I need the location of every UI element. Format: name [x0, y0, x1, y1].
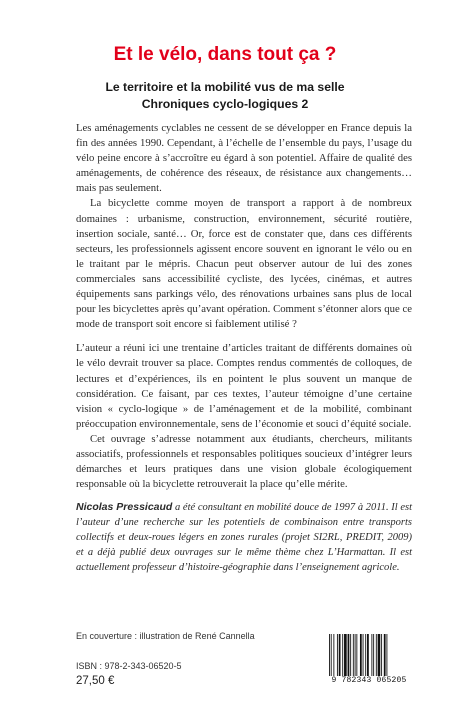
blurb-paragraph: Cet ouvrage s’adresse notamment aux étudiants, chercheurs, militants associatifs, professionnels et responsables politiques soucieux d’intégrer leurs démarches et leurs pratiques dans une vision globale écologiquement responsable où la bicyclette retrouverait la place qu’elle mérite. — [76, 432, 412, 491]
subtitle-line-2: Chroniques cyclo-logiques 2 — [141, 97, 309, 111]
barcode — [323, 634, 415, 686]
book-title: Et le vélo, dans tout ça ? — [113, 44, 337, 65]
price: 27,50 € — [76, 675, 115, 687]
barcode-bar — [331, 634, 332, 676]
barcode-bars — [329, 634, 413, 676]
barcode-bar — [355, 634, 356, 676]
author-bio — [76, 500, 412, 576]
barcode-bar — [353, 634, 354, 676]
author-name: Nicolas Pressicaud — [76, 501, 173, 513]
blurb-body — [76, 121, 412, 492]
barcode-bar — [384, 634, 386, 676]
barcode-bar — [363, 634, 364, 676]
isbn: ISBN : 978-2-343-06520-5 — [76, 661, 182, 671]
blurb-paragraph: La bicyclette comme moyen de transport a rapport à de nombreux domaines : urbanisme, construction, environnement, sécurité routière, insertion sociale, santé… Or, force est de constater que, dans ces différents secteurs, les professionnels agissent encore souvent en ignorant le vélo ou en le traitant par le mépris. Chacun peut observer autour de lui des zones commerciales sans accessibilité cycliste, des lycées, cinémas, et autres équipements sans parkings vélo, des rénovations urbaines sans plus de local pour les bicyclettes après qu’avant opération. Comment s’étonner alors que ce mode de transport soit encore si faiblement utilisé ? — [76, 197, 412, 331]
barcode-bar — [381, 634, 382, 676]
barcode-bar — [339, 634, 341, 676]
cover-credit: En couverture : illustration de René Cannella — [76, 631, 255, 641]
barcode-bar — [367, 634, 369, 676]
barcode-bar — [350, 634, 351, 676]
blurb-paragraph: L’auteur a réuni ici une trentaine d’articles traitant de différents domaines où le vélo devrait trouver sa place. Comptes rendus commentés de colloques, de lectures et d’expériences, ils en pointent le plus souvent un manque de considération. Ce faisant, par ces textes, l’auteur témoigne d’une certaine vision « cyclo-logique » de l’aménagement et de la mobilité, combinant préoccupation environnementale, sens de l’économie et souci d’équité sociale. — [76, 342, 412, 430]
barcode-bar — [344, 634, 347, 676]
barcode-bar — [329, 634, 330, 676]
author-bio-text: a été consultant en mobilité douce de 1997 à 2011. Il est l’auteur d’une recherche sur les potentiels de combinaison entre transports collectifs et deux-roues légers en zones rurales (projet SI2RL, PREDIT, 2009) et a déjà publié deux ouvrages sur le même thème chez L’Harmattan. Il est actuellement professeur d’histoire-géographie dans l’enseignement agricole. — [76, 502, 412, 573]
barcode-bar — [337, 634, 338, 676]
barcode-bar — [342, 634, 343, 676]
subtitle-line-1: Le territoire et la mobilité vus de ma selle — [105, 80, 345, 94]
barcode-bar — [376, 634, 377, 676]
blurb-paragraph: Les aménagements cyclables ne cessent de se développer en France depuis la fin des années 1990. Cependant, à l’échelle de l’ensemble du pays, l’usage du vélo peine encore à s’accroître eu égard à son potentiel. Affaire de qualité des aménagements, de cohérence des réseaux, de résistance aux changements… mais pas seulement. — [76, 122, 412, 195]
barcode-bar — [348, 634, 350, 676]
barcode-bar — [356, 634, 357, 676]
barcode-bar — [371, 634, 372, 676]
barcode-bar — [386, 634, 387, 676]
barcode-bar — [365, 634, 366, 676]
barcode-digits: 9 782343 065205 — [331, 676, 407, 685]
barcode-bar — [333, 634, 334, 676]
barcode-bar — [373, 634, 374, 676]
barcode-bar — [360, 634, 362, 676]
barcode-bar — [378, 634, 381, 676]
